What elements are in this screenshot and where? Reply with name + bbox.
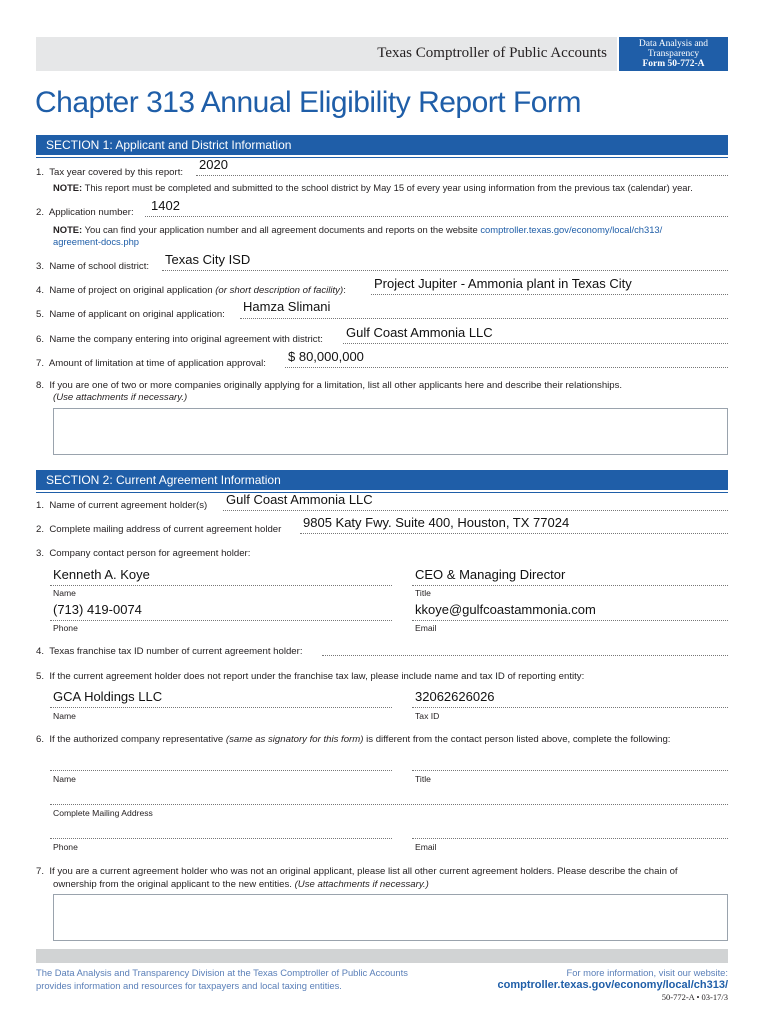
rep-name-field[interactable] [50,770,392,771]
mailing-address-field[interactable]: 9805 Katy Fwy. Suite 400, Houston, TX 77024 [303,515,570,530]
rep-title-field[interactable] [412,770,728,771]
contact-phone-label: Phone [53,623,78,633]
page-title: Chapter 313 Annual Eligibility Report Form [35,86,581,119]
contact-name-label: Name [53,588,76,598]
rep-address-label: Complete Mailing Address [53,808,153,818]
contact-phone-field[interactable]: (713) 419-0074 [53,602,142,617]
section-1-heading [36,135,728,155]
section-2-heading [36,470,728,490]
s2-q4-label: 4. Texas franchise tax ID number of current agreement holder: [36,646,303,657]
reporting-entity-name-field[interactable]: GCA Holdings LLC [53,689,163,704]
s1-q5-label: 5. Name of applicant on original application: [36,309,225,320]
footer-bar [36,949,728,963]
tax-year-field[interactable]: 2020 [199,157,228,172]
applicant-name-field[interactable]: Hamza Slimani [243,299,331,314]
s1-q6-label: 6. Name the company entering into original agreement with district: [36,334,323,345]
rep-email-label: Email [415,842,437,852]
s1-q4-label: 4. Name of project on original application (or short description of facility): [36,285,346,296]
section-2-heading-text: SECTION 2: Current Agreement Information [46,473,281,487]
footer-description: The Data Analysis and Transparency Division at the Texas Comptroller of Public Accounts provides information and resources for taxpayers and local taxing entities. [36,967,408,991]
rep-phone-field[interactable] [50,838,392,839]
contact-title-field[interactable]: CEO & Managing Director [415,567,566,582]
footer-website-link[interactable]: comptroller.texas.gov/economy/local/ch313/ [497,979,728,991]
rep-address-field[interactable] [50,804,728,805]
section-1-heading-text: SECTION 1: Applicant and District Information [46,138,292,152]
s1-q2-label: 2. Application number: [36,207,134,218]
s1-q8-label: 8. If you are one of two or more companies originally applying for a limitation, list all other applicants here and describe their relationships. (Use attachments if necessary.) [36,380,623,403]
division-line-1: Data Analysis and [638,39,709,49]
ch313-link[interactable]: comptroller.texas.gov/economy/local/ch313/ [480,224,663,235]
application-number-field[interactable]: 1402 [151,198,180,213]
contact-email-label: Email [415,623,437,633]
rep-phone-label: Phone [53,842,78,852]
s2-q6-label: 6. If the authorized company representative (same as signatory for this form) is different from the contact person listed above, complete the following: [36,734,671,745]
reporting-entity-taxid-field[interactable]: 32062626026 [415,689,495,704]
rep-email-field[interactable] [412,838,728,839]
s2-q1-label: 1. Name of current agreement holder(s) [36,500,208,511]
rep-name-label: Name [53,774,76,784]
form-number: Form 50-772-A [642,59,705,69]
limitation-amount-field[interactable]: $ 80,000,000 [288,349,364,364]
agency-name: Texas Comptroller of Public Accounts [377,45,607,61]
header-bar [36,37,617,71]
s1-q3-label: 3. Name of school district: [36,261,150,272]
contact-name-field[interactable]: Kenneth A. Koye [53,567,150,582]
form-code: 50-772-A • 03-17/3 [661,992,728,1002]
school-district-field[interactable]: Texas City ISD [165,252,251,267]
original-company-field[interactable]: Gulf Coast Ammonia LLC [346,325,493,340]
reporting-entity-taxid-label: Tax ID [415,711,440,721]
division-line-2: Transparency [647,49,700,59]
s1-q1-label: 1. Tax year covered by this report: [36,167,184,178]
contact-title-label: Title [415,588,431,598]
other-applicants-textarea[interactable] [53,408,728,455]
s1-note-1: NOTE: This report must be completed and submitted to the school district by May 15 of every year using information from the previous tax (calendar) year. [53,182,693,193]
rep-title-label: Title [415,774,431,784]
s2-q5-label: 5. If the current agreement holder does not report under the franchise tax law, please include name and tax ID of reporting entity: [36,671,585,682]
s1-q7-label: 7. Amount of limitation at time of application approval: [36,358,266,369]
reporting-entity-name-label: Name [53,711,76,721]
project-name-field[interactable]: Project Jupiter - Ammonia plant in Texas City [374,276,632,291]
s1-note-2: NOTE: You can find your application number and all agreement documents and reports on the website comptroller.texas.gov/economy/local/ch313/ agreement-docs.php [53,224,663,247]
contact-email-field[interactable]: kkoye@gulfcoastammonia.com [415,602,596,617]
s2-q2-label: 2. Complete mailing address of current agreement holder [36,524,282,535]
form-id-box [619,37,728,71]
footer-website: For more information, visit our website: comptroller.texas.gov/economy/local/ch313/ [497,967,728,991]
franchise-tax-id-field[interactable] [322,655,728,656]
agreement-docs-link[interactable]: agreement-docs.php [53,236,139,247]
s2-q3-label: 3. Company contact person for agreement holder: [36,548,251,559]
chain-of-ownership-textarea[interactable] [53,894,728,941]
s2-q7-label: 7. If you are a current agreement holder who was not an original applicant, please list all other current agreement holders. Please describe the chain of ownership from the original applicant to the new entities. (Use attachments if necessary.) [36,866,678,890]
agreement-holder-field[interactable]: Gulf Coast Ammonia LLC [226,492,373,507]
